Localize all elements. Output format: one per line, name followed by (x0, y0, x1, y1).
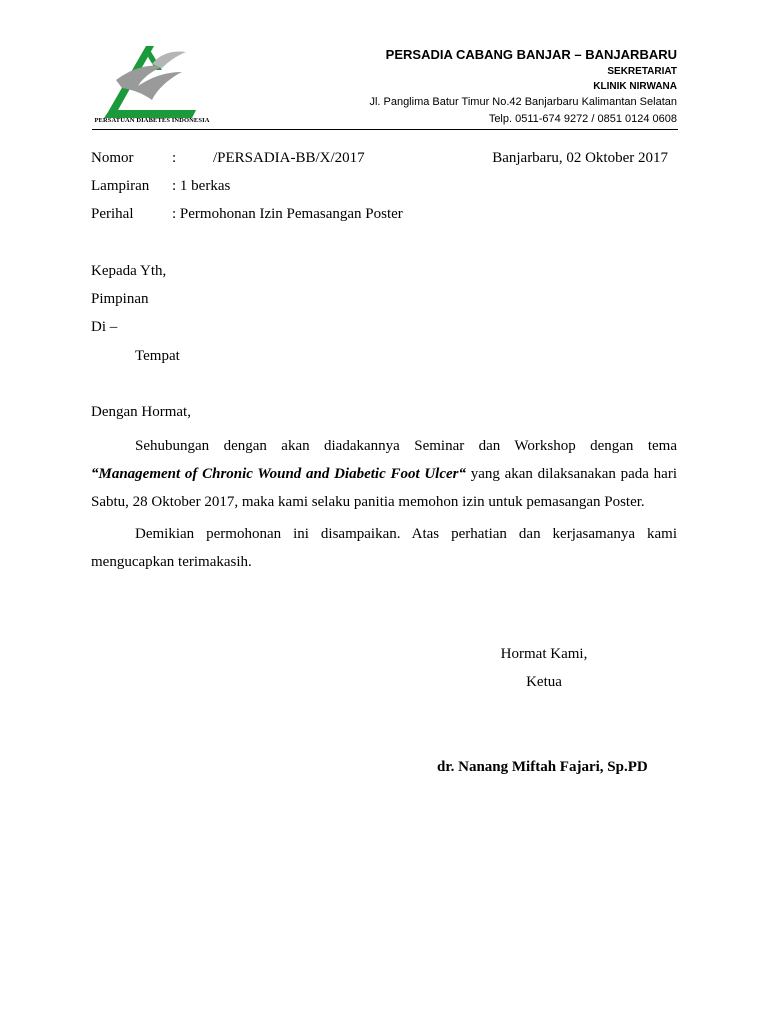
perihal-value: : Permohonan Izin Pemasangan Poster (172, 206, 403, 222)
body-paragraph-2: Demikian permohonan ini disampaikan. Atas perhatian dan kerjasamanya kami mengucapkan terimakasih. (91, 526, 677, 570)
recipient-line-3: Di – (91, 319, 118, 335)
organization-name: PERSADIA CABANG BANJAR – BANJARBARU (385, 47, 677, 62)
recipient-line-1: Kepada Yth, (91, 263, 167, 279)
letterhead-divider (92, 129, 678, 130)
lampiran-value: : 1 berkas (172, 178, 231, 194)
nomor-label: Nomor (91, 150, 134, 166)
logo-caption: PERSATUAN DIABETES INDONESIA (94, 117, 210, 124)
perihal-label: Perihal (91, 206, 134, 222)
nomor-colon: : (172, 150, 177, 166)
closing-regards: Hormat Kami, (500, 646, 588, 662)
recipient-line-4: Tempat (135, 348, 180, 364)
lampiran-label: Lampiran (91, 178, 150, 194)
address-line: Jl. Panglima Batur Timur No.42 Banjarbaru Kalimantan Selatan (369, 96, 677, 108)
salutation: Dengan Hormat, (91, 404, 191, 420)
paragraph-1-start: Sehubungan dengan akan diadakannya Seminar dan Workshop dengan tema (135, 438, 677, 454)
clinic-name: KLINIK NIRWANA (593, 81, 677, 92)
place-date: Banjarbaru, 02 Oktober 2017 (492, 150, 668, 166)
secretariat-label: SEKRETARIAT (607, 66, 677, 77)
phone-line: Telp. 0511-674 9272 / 0851 0124 0608 (488, 113, 677, 125)
seminar-theme: “Management of Chronic Wound and Diabetic Foot Ulcer“ (91, 466, 466, 482)
closing-position: Ketua (526, 674, 562, 690)
recipient-line-2: Pimpinan (91, 291, 149, 307)
body-paragraph-1 (91, 432, 677, 516)
nomor-value: /PERSADIA-BB/X/2017 (213, 150, 365, 166)
paragraph-1-end: yang akan dilaksanakan pada hari Sabtu, 28 Oktober 2017, maka kami selaku panitia memohon izin untuk pemasangan Poster. (91, 466, 677, 510)
signatory-name: dr. Nanang Miftah Fajari, Sp.PD (437, 759, 648, 775)
